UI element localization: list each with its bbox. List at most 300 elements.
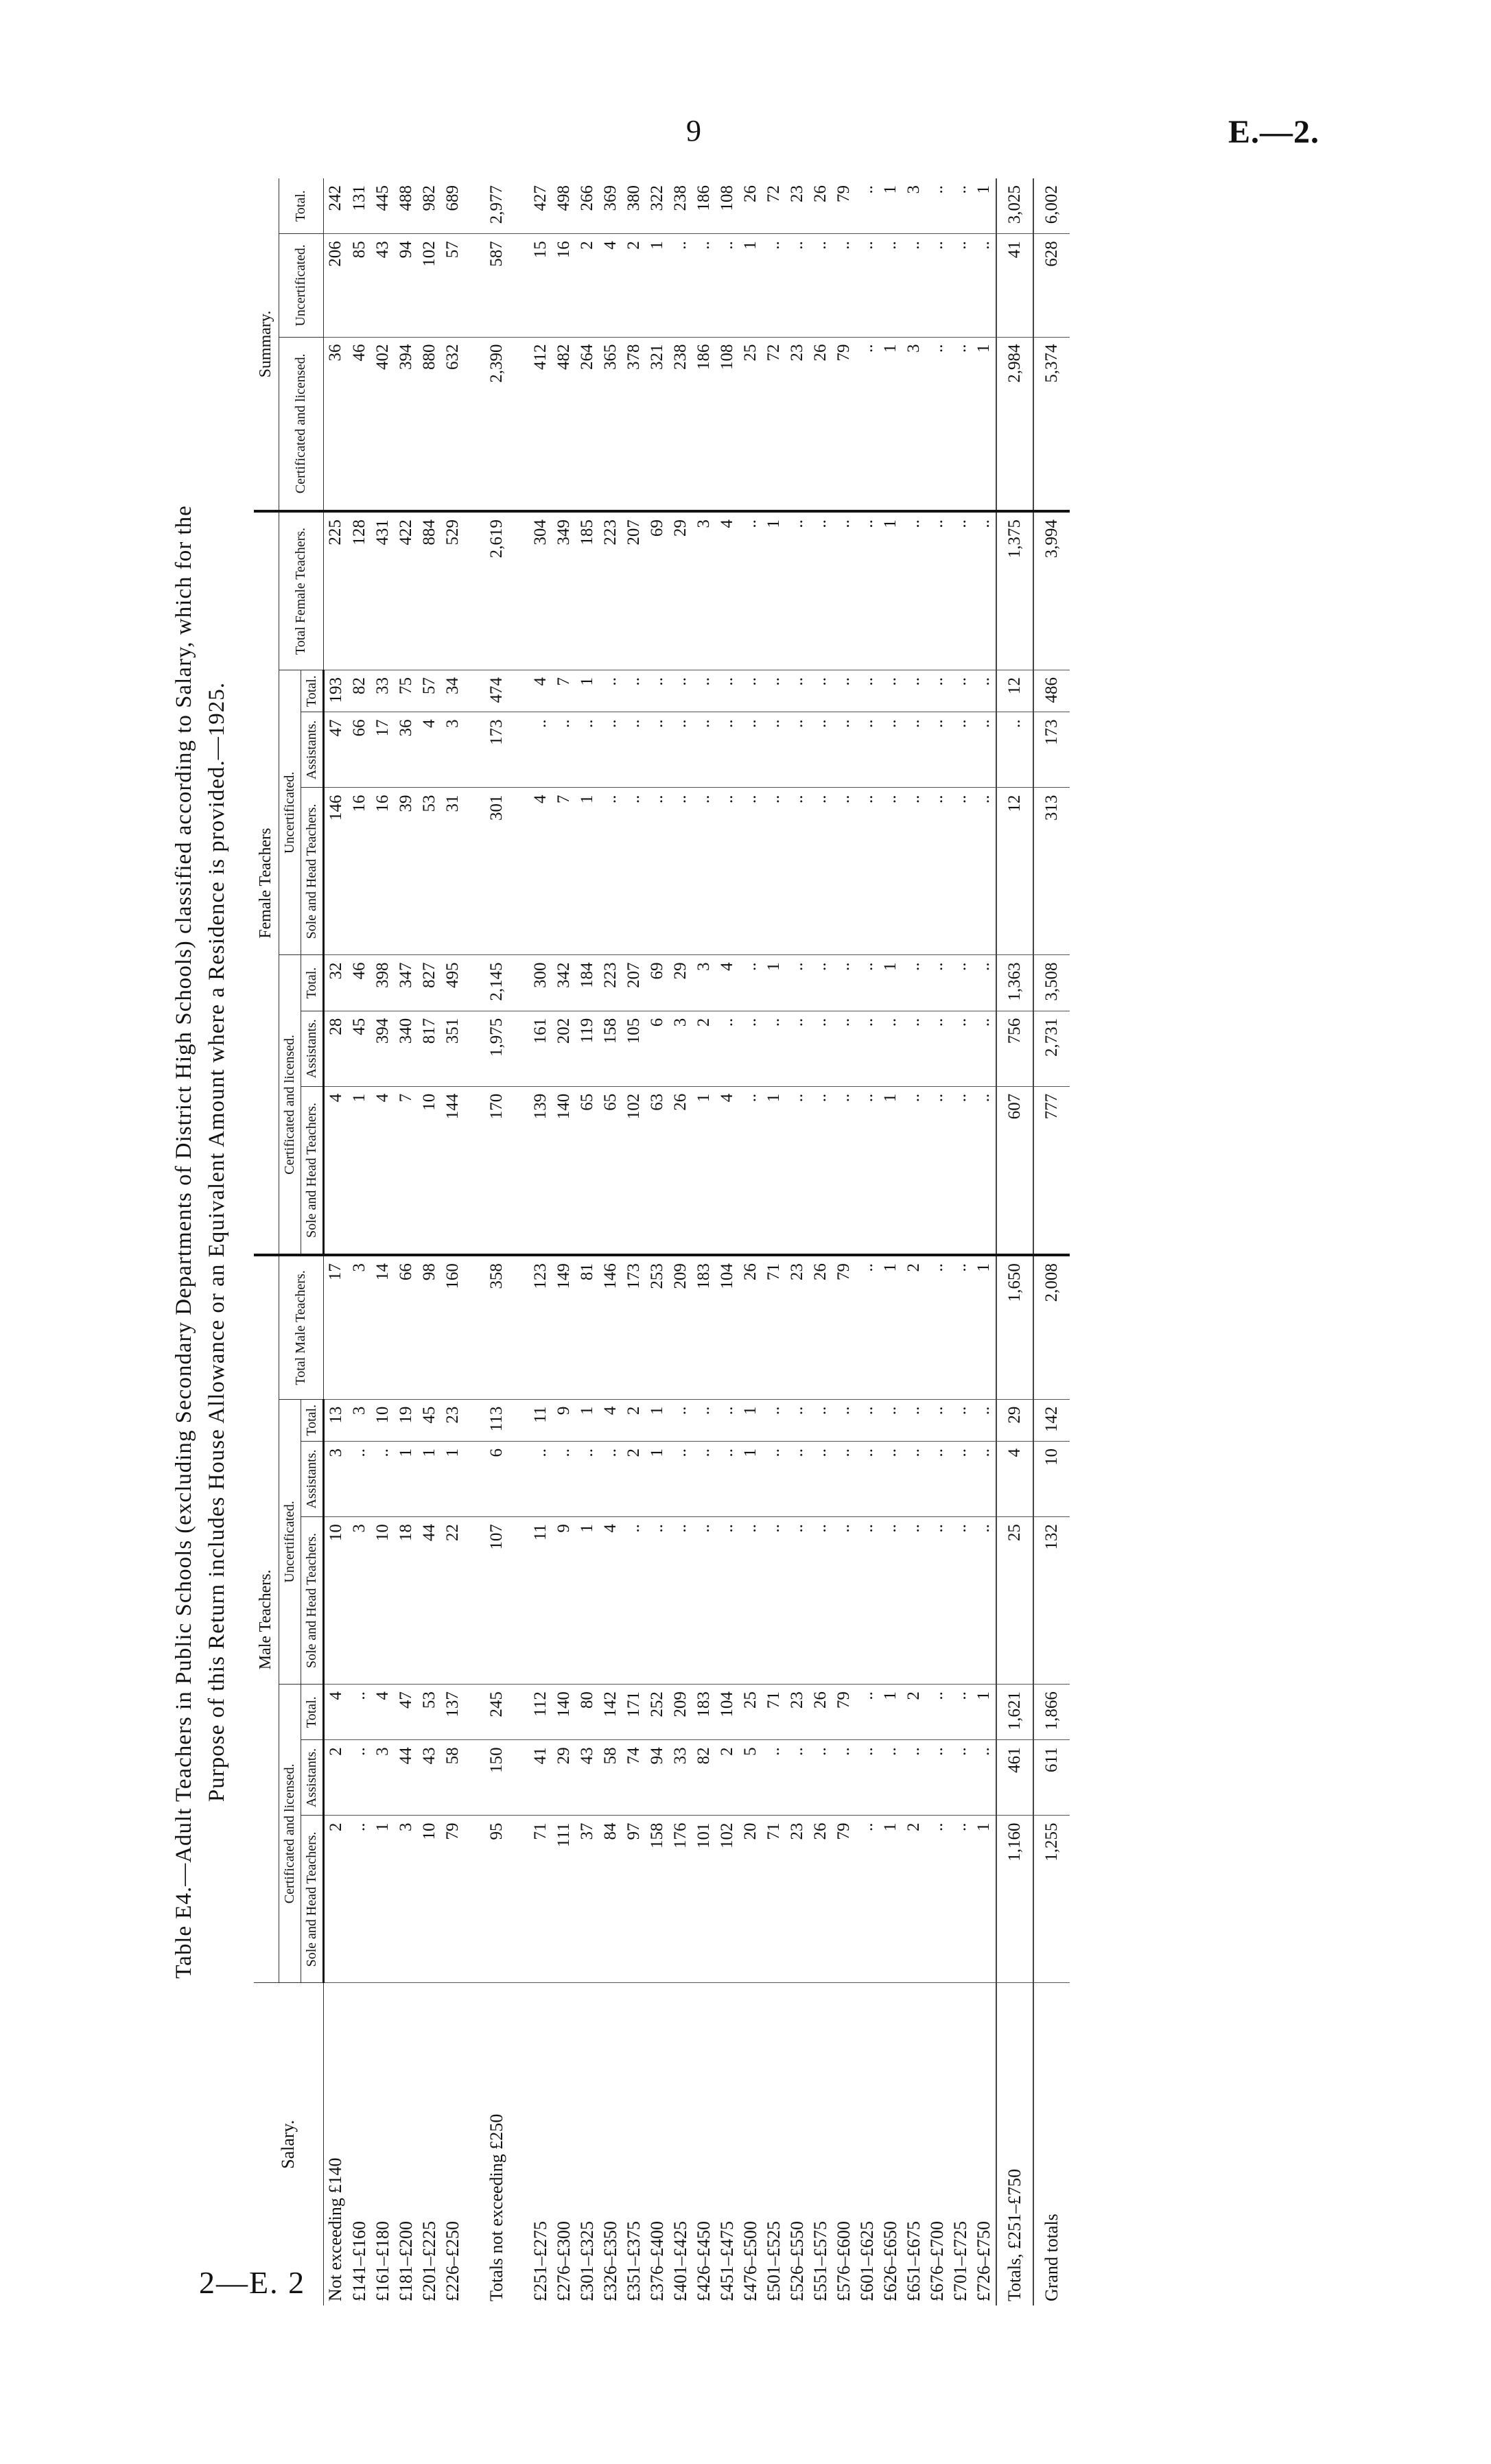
value-cell: .. <box>809 1740 832 1816</box>
value-cell: .. <box>949 1399 972 1441</box>
spacer-row <box>465 178 485 2305</box>
value-cell: 6 <box>646 1011 669 1086</box>
value-cell: .. <box>949 1086 972 1255</box>
value-cell: .. <box>949 1255 972 1399</box>
male-uncert-assist-header: Assistants. <box>301 1442 323 1517</box>
table-row <box>692 178 716 2305</box>
value-cell: 238 <box>669 178 692 234</box>
value-cell: 13 <box>323 1399 348 1441</box>
value-cell: 587 <box>485 234 508 337</box>
value-cell: .. <box>739 788 762 955</box>
value-cell: 1 <box>879 955 902 1011</box>
value-cell: 3 <box>692 511 716 670</box>
value-cell: 7 <box>552 670 576 712</box>
value-cell: .. <box>809 670 832 712</box>
value-cell: 1 <box>418 1442 441 1517</box>
value-cell: 1 <box>371 1816 395 1983</box>
value-cell: 65 <box>599 1086 622 1255</box>
value-cell: .. <box>879 1442 902 1517</box>
value-cell: 94 <box>646 1740 669 1816</box>
salary-cell: Totals not exceeding £250 <box>486 2113 506 2301</box>
value-cell: .. <box>972 1086 996 1255</box>
value-cell: 488 <box>395 178 418 234</box>
value-cell: .. <box>786 511 809 670</box>
value-cell: 26 <box>809 337 832 511</box>
value-cell: 26 <box>739 178 762 234</box>
value-cell: 2 <box>902 1816 926 1983</box>
value-cell: .. <box>902 1011 926 1086</box>
value-cell: 37 <box>576 1816 599 1983</box>
value-cell: 482 <box>552 337 576 511</box>
table-row <box>622 178 646 2305</box>
female-cert-total-header: Total. <box>301 955 323 1011</box>
value-cell: .. <box>762 1517 786 1685</box>
value-cell: 65 <box>576 1086 599 1255</box>
salary-cell: £326–£350 <box>600 2221 620 2301</box>
table-row <box>552 178 576 2305</box>
salary-cell: £451–£475 <box>716 2221 737 2301</box>
value-cell: .. <box>949 511 972 670</box>
salary-cell: £376–£400 <box>646 2221 667 2301</box>
value-cell: .. <box>809 1517 832 1685</box>
value-cell: 1 <box>972 1685 996 1740</box>
value-cell: 102 <box>418 234 441 337</box>
value-cell: .. <box>972 1399 996 1441</box>
value-cell: .. <box>716 788 739 955</box>
value-cell: 58 <box>441 1740 465 1816</box>
value-cell: 2 <box>622 1399 646 1441</box>
value-cell: 46 <box>348 955 371 1011</box>
value-cell: 321 <box>646 337 669 511</box>
female-uncert-sole-header: Sole and Head Teachers. <box>301 788 323 955</box>
value-cell: .. <box>856 955 879 1011</box>
value-cell: 394 <box>395 337 418 511</box>
value-cell: 43 <box>418 1740 441 1816</box>
value-cell: 119 <box>576 1011 599 1086</box>
value-cell: .. <box>902 955 926 1011</box>
value-cell: .. <box>972 234 996 337</box>
value-cell: 79 <box>832 178 856 234</box>
female-uncert-total-header: Total. <box>301 670 323 712</box>
value-cell: 1 <box>972 1255 996 1399</box>
value-cell: 340 <box>395 1011 418 1086</box>
value-cell: 16 <box>348 788 371 955</box>
value-cell: .. <box>762 1442 786 1517</box>
spacer-row <box>508 178 529 2305</box>
value-cell: 632 <box>441 337 465 511</box>
salary-cell: £626–£650 <box>880 2221 900 2301</box>
table-row <box>832 178 856 2305</box>
value-cell: .. <box>716 670 739 712</box>
value-cell: .. <box>809 234 832 337</box>
value-cell: 5 <box>739 1740 762 1816</box>
value-cell: 349 <box>552 511 576 670</box>
value-cell: 19 <box>395 1399 418 1441</box>
value-cell: .. <box>949 337 972 511</box>
value-cell: 1,375 <box>996 511 1033 670</box>
value-cell: 44 <box>418 1517 441 1685</box>
value-cell: .. <box>832 1740 856 1816</box>
value-cell: 25 <box>996 1517 1033 1685</box>
salary-cell: Not exceeding £140 <box>325 2157 346 2301</box>
value-cell: 105 <box>622 1011 646 1086</box>
value-cell: 495 <box>441 955 465 1011</box>
value-cell: 3 <box>371 1740 395 1816</box>
value-cell: 3 <box>441 712 465 788</box>
value-cell: 22 <box>441 1517 465 1685</box>
table-caption-line-1: Table E4.—Adult Teachers in Public Schools (excluding Secondary Departments of District High Schools) classified according to Salary, which for the <box>172 505 196 1979</box>
value-cell: .. <box>926 1011 949 1086</box>
value-cell: 123 <box>529 1255 552 1399</box>
value-cell: .. <box>786 1086 809 1255</box>
value-cell: 144 <box>441 1086 465 1255</box>
value-cell: .. <box>739 1011 762 1086</box>
value-cell: .. <box>348 1685 371 1740</box>
value-cell: .. <box>809 1011 832 1086</box>
value-cell: 45 <box>348 1011 371 1086</box>
value-cell: .. <box>926 1816 949 1983</box>
value-cell: .. <box>972 1517 996 1685</box>
value-cell: 79 <box>441 1816 465 1983</box>
value-cell: 4 <box>371 1685 395 1740</box>
table-row <box>485 178 508 2305</box>
value-cell: 102 <box>622 1086 646 1255</box>
value-cell: .. <box>646 1517 669 1685</box>
value-cell: 33 <box>669 1740 692 1816</box>
table-row <box>599 178 622 2305</box>
value-cell: .. <box>599 670 622 712</box>
salary-cell: £141–£160 <box>349 2221 369 2301</box>
total-male-header: Total Male Teachers. <box>279 1255 323 1399</box>
value-cell: 14 <box>371 1255 395 1399</box>
value-cell: 378 <box>622 337 646 511</box>
value-cell: 394 <box>371 1011 395 1086</box>
salary-cell: £476–£500 <box>740 2221 760 2301</box>
value-cell: 101 <box>692 1816 716 1983</box>
value-cell: .. <box>669 234 692 337</box>
value-cell: 33 <box>371 670 395 712</box>
value-cell: 142 <box>599 1685 622 1740</box>
value-cell: .. <box>972 1442 996 1517</box>
value-cell: .. <box>926 234 949 337</box>
value-cell: 4 <box>599 1517 622 1685</box>
table-row <box>371 178 395 2305</box>
value-cell: 1 <box>879 1255 902 1399</box>
value-cell: .. <box>832 1517 856 1685</box>
salary-cell: £501–£525 <box>763 2221 784 2301</box>
value-cell: 347 <box>395 955 418 1011</box>
female-cert-sole-header: Sole and Head Teachers. <box>301 1086 323 1255</box>
value-cell: 158 <box>599 1011 622 1086</box>
value-cell: 58 <box>599 1740 622 1816</box>
page-number: 9 <box>686 114 701 148</box>
value-cell: .. <box>949 788 972 955</box>
value-cell: .. <box>926 1740 949 1816</box>
value-cell: 98 <box>418 1255 441 1399</box>
value-cell: 10 <box>418 1086 441 1255</box>
value-cell: 79 <box>832 337 856 511</box>
value-cell: 1,866 <box>1033 1685 1070 1740</box>
value-cell: 66 <box>395 1255 418 1399</box>
value-cell: 12 <box>996 788 1033 955</box>
value-cell: 2 <box>576 234 599 337</box>
total-female-header: Total Female Teachers. <box>279 511 323 670</box>
value-cell: 2 <box>902 1685 926 1740</box>
value-cell: .. <box>949 1685 972 1740</box>
value-cell: .. <box>856 788 879 955</box>
value-cell: 108 <box>716 337 739 511</box>
value-cell: 107 <box>485 1517 508 1685</box>
value-cell: 1 <box>762 1086 786 1255</box>
value-cell: .. <box>552 1442 576 1517</box>
value-cell: .. <box>926 1517 949 1685</box>
value-cell: 80 <box>576 1685 599 1740</box>
value-cell: 1 <box>879 1816 902 1983</box>
value-cell: 32 <box>323 955 348 1011</box>
value-cell: .. <box>832 1011 856 1086</box>
value-cell: 11 <box>529 1517 552 1685</box>
value-cell: 26 <box>809 178 832 234</box>
female-cert-assist-header: Assistants. <box>301 1011 323 1086</box>
value-cell: 146 <box>323 788 348 955</box>
value-cell: 412 <box>529 337 552 511</box>
value-cell: 26 <box>669 1086 692 1255</box>
value-cell: 146 <box>599 1255 622 1399</box>
male-cert-total-header: Total. <box>301 1685 323 1740</box>
value-cell: 150 <box>485 1740 508 1816</box>
value-cell: 300 <box>529 955 552 1011</box>
value-cell: 1 <box>576 788 599 955</box>
value-cell: .. <box>762 1740 786 1816</box>
value-cell: .. <box>926 511 949 670</box>
value-cell: 223 <box>599 511 622 670</box>
value-cell: 7 <box>395 1086 418 1255</box>
value-cell: 1 <box>879 511 902 670</box>
value-cell: .. <box>926 1399 949 1441</box>
value-cell: 171 <box>622 1685 646 1740</box>
salary-cell: £576–£600 <box>833 2221 854 2301</box>
value-cell: .. <box>856 1740 879 1816</box>
value-cell: 12 <box>996 670 1033 712</box>
value-cell: 427 <box>529 178 552 234</box>
table-row <box>739 178 762 2305</box>
value-cell: .. <box>902 712 926 788</box>
value-cell: .. <box>646 670 669 712</box>
table-row <box>646 178 669 2305</box>
value-cell: 2,977 <box>485 178 508 234</box>
value-cell: .. <box>786 670 809 712</box>
value-cell: 422 <box>395 511 418 670</box>
value-cell: .. <box>716 234 739 337</box>
value-cell: 498 <box>552 178 576 234</box>
value-cell: .. <box>972 670 996 712</box>
value-cell: .. <box>856 178 879 234</box>
value-cell: .. <box>949 670 972 712</box>
value-cell: .. <box>786 1011 809 1086</box>
value-cell: 4 <box>716 511 739 670</box>
value-cell: 186 <box>692 337 716 511</box>
value-cell: 3 <box>348 1517 371 1685</box>
value-cell: 431 <box>371 511 395 670</box>
value-cell: .. <box>786 1740 809 1816</box>
value-cell: 25 <box>739 1685 762 1740</box>
value-cell: 2,731 <box>1033 1011 1070 1086</box>
value-cell: 43 <box>576 1740 599 1816</box>
value-cell: 2 <box>716 1740 739 1816</box>
value-cell: .. <box>692 1442 716 1517</box>
value-cell: .. <box>646 712 669 788</box>
value-cell: .. <box>879 670 902 712</box>
value-cell: 398 <box>371 955 395 1011</box>
table-row <box>809 178 832 2305</box>
value-cell: 2 <box>902 1255 926 1399</box>
value-cell: 46 <box>348 337 371 511</box>
value-cell: 1 <box>646 234 669 337</box>
value-cell: .. <box>949 955 972 1011</box>
value-cell: 380 <box>622 178 646 234</box>
summary-total-header: Total. <box>279 178 323 234</box>
value-cell: 9 <box>552 1517 576 1685</box>
value-cell: 1 <box>395 1442 418 1517</box>
value-cell: 26 <box>809 1816 832 1983</box>
value-cell: 25 <box>739 337 762 511</box>
value-cell: .. <box>972 955 996 1011</box>
value-cell: 207 <box>622 955 646 1011</box>
salary-cell: £226–£250 <box>442 2221 462 2301</box>
value-cell: .. <box>926 1255 949 1399</box>
value-cell: 111 <box>552 1816 576 1983</box>
value-cell: .. <box>716 1442 739 1517</box>
value-cell: 1 <box>879 178 902 234</box>
value-cell: .. <box>856 1442 879 1517</box>
value-cell: 69 <box>646 511 669 670</box>
value-cell: 207 <box>622 511 646 670</box>
value-cell: 4 <box>599 234 622 337</box>
value-cell: 445 <box>371 178 395 234</box>
salary-cell: £676–£700 <box>926 2221 947 2301</box>
value-cell: .. <box>809 511 832 670</box>
value-cell: 2,984 <box>996 337 1033 511</box>
value-cell: 140 <box>552 1086 576 1255</box>
table-row <box>972 178 996 2305</box>
value-cell: 1 <box>739 1442 762 1517</box>
table-row <box>786 178 809 2305</box>
value-cell: 206 <box>323 234 348 337</box>
value-cell: 44 <box>395 1740 418 1816</box>
value-cell: .. <box>622 788 646 955</box>
value-cell: 777 <box>1033 1086 1070 1255</box>
male-uncert-sole-header: Sole and Head Teachers. <box>301 1517 323 1685</box>
value-cell: 26 <box>809 1255 832 1399</box>
value-cell: 209 <box>669 1255 692 1399</box>
value-cell: .. <box>856 1086 879 1255</box>
value-cell: .. <box>599 1442 622 1517</box>
value-cell: 102 <box>716 1816 739 1983</box>
value-cell: 53 <box>418 788 441 955</box>
value-cell: 474 <box>485 670 508 712</box>
value-cell: 23 <box>786 1685 809 1740</box>
value-cell: .. <box>902 1086 926 1255</box>
value-cell: 1,160 <box>996 1816 1033 1983</box>
value-cell: .. <box>739 1086 762 1255</box>
value-cell: 313 <box>1033 788 1070 955</box>
value-cell: .. <box>902 1517 926 1685</box>
value-cell: 245 <box>485 1685 508 1740</box>
value-cell: .. <box>669 1399 692 1441</box>
salary-cell: £701–£725 <box>950 2221 970 2301</box>
value-cell: .. <box>949 178 972 234</box>
female-uncert-assist-header: Assistants. <box>301 712 323 788</box>
value-cell: .. <box>739 712 762 788</box>
value-cell: 1 <box>972 1816 996 1983</box>
value-cell: 6 <box>485 1442 508 1517</box>
value-cell: .. <box>902 788 926 955</box>
value-cell: 23 <box>786 178 809 234</box>
value-cell: 71 <box>529 1816 552 1983</box>
value-cell: 23 <box>786 1816 809 1983</box>
value-cell: 158 <box>646 1816 669 1983</box>
value-cell: 29 <box>552 1740 576 1816</box>
value-cell: .. <box>692 234 716 337</box>
value-cell: 982 <box>418 178 441 234</box>
salary-table <box>254 178 1070 2305</box>
value-cell: .. <box>716 1517 739 1685</box>
value-cell: .. <box>972 1740 996 1816</box>
salary-cell: £251–£275 <box>530 2221 550 2301</box>
value-cell: 342 <box>552 955 576 1011</box>
value-cell: 71 <box>762 1816 786 1983</box>
value-cell: 238 <box>669 337 692 511</box>
value-cell: .. <box>786 1517 809 1685</box>
value-cell: 173 <box>1033 712 1070 788</box>
value-cell: 17 <box>323 1255 348 1399</box>
value-cell: 23 <box>786 337 809 511</box>
value-cell: .. <box>692 1517 716 1685</box>
value-cell: .. <box>856 511 879 670</box>
value-cell: .. <box>949 234 972 337</box>
value-cell: 4 <box>529 670 552 712</box>
value-cell: 1 <box>576 670 599 712</box>
value-cell: 97 <box>622 1816 646 1983</box>
value-cell: 2 <box>323 1816 348 1983</box>
value-cell: .. <box>926 178 949 234</box>
value-cell: 3 <box>902 178 926 234</box>
value-cell: 26 <box>809 1685 832 1740</box>
value-cell: 47 <box>395 1685 418 1740</box>
value-cell: .. <box>809 712 832 788</box>
value-cell: .. <box>926 712 949 788</box>
table-caption-line-2: Purpose of this Return includes House Allowance or an Equivalent Amount where a Residence is provided.—1925. <box>204 681 229 1803</box>
value-cell: .. <box>879 1517 902 1685</box>
value-cell: 79 <box>832 1255 856 1399</box>
value-cell: .. <box>879 1011 902 1086</box>
value-cell: 53 <box>418 1685 441 1740</box>
value-cell: 4 <box>418 712 441 788</box>
value-cell: 193 <box>323 670 348 712</box>
value-cell: .. <box>902 1740 926 1816</box>
value-cell: .. <box>762 670 786 712</box>
value-cell: 186 <box>692 178 716 234</box>
value-cell: 9 <box>552 1399 576 1441</box>
value-cell: 10 <box>371 1517 395 1685</box>
value-cell: 71 <box>762 1685 786 1740</box>
value-cell: .. <box>926 1685 949 1740</box>
value-cell: .. <box>856 1011 879 1086</box>
value-cell: 39 <box>395 788 418 955</box>
value-cell: 365 <box>599 337 622 511</box>
value-cell: .. <box>809 955 832 1011</box>
female-teachers-header: Female Teachers <box>254 511 279 1255</box>
